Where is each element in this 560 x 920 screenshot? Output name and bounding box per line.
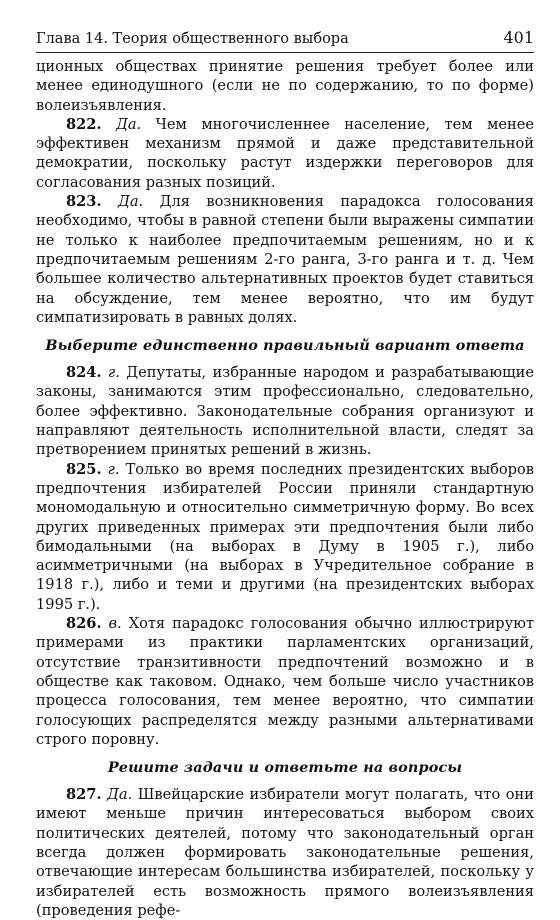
answer-marker: Да. xyxy=(107,786,133,804)
paragraph-text: Хотя парадокс голосования обычно иллюстрируют примерами из практики парламентских организаций, отсутствие транзитивности предпочтений возможно и в обществе как таковом. Однако, чем больше число участников процесса голосования, тем менее вероятно, что симпатии голосующих распределятся между разными альтернативами строго поровну. xyxy=(36,615,535,748)
paragraph-text: Только во время последних президентских выборов предпочтения избирателей России приняли стандартную мономодальную и относительно симметричную форму. Во всех других приведенных примерах эти предпочтения были либо бимодальными (на выборах в Думу в 1905 г.), либо асимметричными (на выборах в Учредительное собрание в 1918 г.), либо и теми и другими (на президентских выборах 1995 г.). xyxy=(36,460,535,613)
paragraph-text: Для возникновения парадокса голосования необходимо, чтобы в равной степени были выражены симпатии не только к наиболее предпочитаемым решениям, но и к предпочитаемым решениям 2-го ранга, 3-го ранга и т. д. Чем большее количество альтернативных проектов будет ставиться на обсуждение, тем менее вероятно, что им будут симпатизировать в равных долях. xyxy=(36,193,535,326)
answer-824 xyxy=(36,363,534,459)
item-number: 827. xyxy=(66,786,102,804)
running-header xyxy=(36,28,534,53)
answer-marker: в. xyxy=(108,615,122,633)
section-heading-choose-answer: Выберите единственно правильный вариант ответа xyxy=(45,337,525,355)
section-heading-solve-tasks: Решите задачи и ответьте на вопросы xyxy=(107,759,463,777)
item-number: 826. xyxy=(66,615,102,633)
body-text xyxy=(36,57,534,920)
answer-822 xyxy=(36,115,534,192)
answer-marker: г. xyxy=(107,460,120,478)
paragraph-text: ционных обществах принятие решения требует более или менее единодушного (если не по содержанию, то по форме) волеизъявления. xyxy=(36,58,534,114)
answer-827 xyxy=(36,785,534,920)
answer-marker: Да. xyxy=(115,115,142,133)
chapter-title: Глава 14. Теория общественного выбора xyxy=(36,31,349,47)
paragraph-continuation xyxy=(36,57,534,115)
paragraph-text: Депутаты, избранные народом и разрабатывающие законы, занимаются этим профессионально, следовательно, более эффективно. Законодательные собрания организуют и направляют деятельность исполнительной власти, следят за претворением принятых решений в жизнь. xyxy=(36,364,535,459)
item-number: 824. xyxy=(66,364,102,382)
item-number: 822. xyxy=(66,115,102,133)
answer-823 xyxy=(36,192,534,327)
answer-826 xyxy=(36,614,534,749)
paragraph-text: Швейцарские избиратели могут полагать, что они имеют меньше причин интересоваться выбором своих политических деятелей, потому что законодательный орган всегда должен формировать законодательные решения, отвечающие интересам большинства избирателей, поскольку у избирателей есть возможность прямого волеизъявления (проведения рефе- xyxy=(36,786,534,919)
answer-marker: Да. xyxy=(117,193,144,211)
answer-marker: г. xyxy=(107,364,120,382)
answer-825 xyxy=(36,460,534,614)
item-number: 823. xyxy=(66,193,102,211)
item-number: 825. xyxy=(66,460,102,478)
paragraph-text: Чем многочисленнее население, тем менее эффективен механизм прямой и даже представительной демократии, поскольку растут издержки переговоров для согласования разных позиций. xyxy=(36,115,535,191)
page-number: 401 xyxy=(503,28,534,47)
